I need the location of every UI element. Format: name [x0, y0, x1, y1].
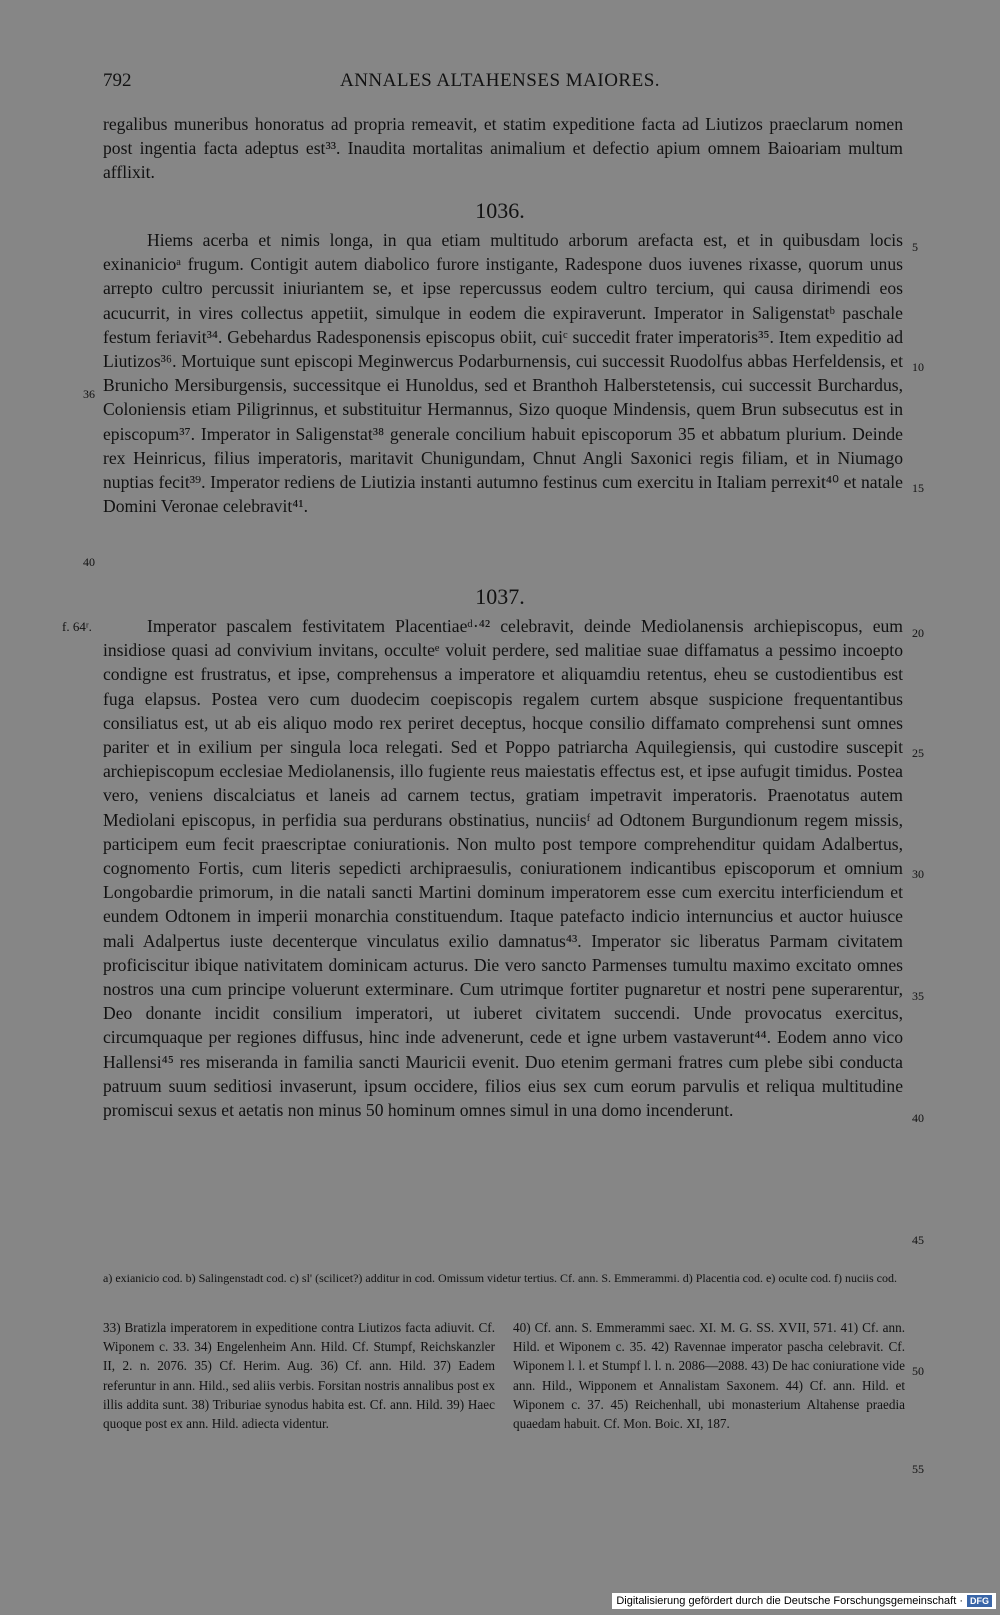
- line-number: 40: [83, 555, 95, 569]
- digitization-credit: [612, 1593, 996, 1609]
- footnotes-left-column: [103, 1318, 495, 1433]
- credit-text: Digitalisierung gefördert durch die Deutsche Forschungsgemeinschaft ·: [616, 1595, 963, 1607]
- line-number: 20: [912, 626, 924, 640]
- line-number: 5: [912, 240, 918, 254]
- variant-readings-text: a) exianicio cod. b) Salingenstadt cod. c) sl' (scilicet?) additur in cod. Omissum videtur tertius. Cf. ann. S. Emmerammi. d) Placentia cod. e) oculte cod. f) nuciis cod.: [103, 1271, 897, 1285]
- footnotes-right-text: 40) Cf. ann. S. Emmerammi saec. XI. M. G. SS. XVII, 571. 41) Cf. ann. Hild. et Wiponem c. 35. 42) Ravennae imperator pascha celebravit. Cf. Wiponem l. l. et Stumpf l. l. n. 2086—2088. 43) De hac coniuratione vide ann. Hild., Wipponem et Annalistam Saxonem. 44) Cf. ann. Hild. et Wiponem c. 37. 45) Reichenhall, ubi monasterium Altahense praedia quaedam habuit. Cf. Mon. Boic. XI, 187.: [513, 1320, 905, 1432]
- line-number: 55: [912, 1462, 924, 1476]
- line-number: 40: [912, 1111, 924, 1125]
- footnotes-right-column: [513, 1318, 905, 1433]
- entry-1037: [103, 614, 903, 1122]
- line-number: 36: [83, 387, 95, 401]
- year-heading-1037: 1037.: [475, 584, 525, 609]
- line-number: 25: [912, 746, 924, 760]
- running-title: ANNALES ALTAHENSES MAIORES.: [339, 70, 661, 91]
- line-number: 15: [912, 481, 924, 495]
- variant-readings: [103, 1270, 903, 1287]
- line-number: 50: [912, 1364, 924, 1378]
- line-number: 35: [912, 989, 924, 1003]
- intro-text: regalibus muneribus honoratus ad propria remeavit, et statim expeditione facta ad Liutizos praeclarum nomen post ingentia facta adeptus est³³. Inaudita mortalitas animalium et defectio apium omnem Baioariam multum afflixit.: [103, 114, 903, 183]
- footnotes-left-text: 33) Bratizla imperatorem in expeditione contra Liutizos facta adiuvit. Cf. Wiponem c. 33. 34) Engelenheim Ann. Hild. Cf. Stumpf, Reichskanzler II, 2. n. 2076. 35) Cf. Herim. Aug. 36) Cf. ann. Hild. 37) Eadem referuntur in ann. Hild., sed aliis verbis. Forsitan nostris annalibus post ex illis addita sunt. 38) Triburiae synodus habita est. Cf. ann. Hild. 39) Haec quoque post ex ann. Hild. adiecta videntur.: [103, 1320, 495, 1432]
- folio-marker: f. 64ʳ.: [62, 619, 92, 634]
- page-number: 792: [103, 70, 132, 91]
- dfg-logo: DFG: [967, 1595, 992, 1607]
- line-number: 10: [912, 360, 924, 374]
- intro-paragraph: [103, 112, 903, 185]
- line-number: 30: [912, 867, 924, 881]
- entry-1037-text: Imperator pascalem festivitatem Placentiaeᵈ·⁴² celebravit, deinde Mediolanensis archiepiscopus, eum insidiose quasi ad convivium invitans, occulteᵉ voluit perdere, sed malitiae suae diffamatus a pessimo incoepto condigne est frustratus, et ipse, comprehensus a imperatore et aliquamdiu retentus, eheu se custodientibus est fuga elapsus. Postea vero cum duodecim coepiscopis regalem curtem absque suspicione frequentantibus consiliatus est, ut ab eis aliquo modo rex periret deceptus, hocque consilio diffamato comprehensi sunt omnes pariter et in exilium per singula loca relegati. Sed et Poppo patriarcha Aquilegiensis, qui custodire suscepit archiepiscopum ecclesiae Mediolanensis, illo fugiente reus maiestatis effectus est, et ipse aufugit timidus. Postea vero, veniens discalciatus et laneis ad carnem tectus, gratiam impetravit imperatoris. Praenotatus autem Mediolani episcopus, in perfidia sua perdurans obstinatius, nunciisᶠ ad Odtonem Burgundionum regem missis, participem eum fecit praescriptae coniurationis. Non multo post tempore comprehenditur quidam Adalbertus, cognomento Fortis, cum literis sepedicti archipraesulis, coniurationem indicantibus episcoporum et omnium Longobardie primorum, in die natali sancti Martini dominum imperatorem esse cum exercitu interficiendum et eundem Odtonem in imperii monarchia constituendum. Itaque patefacto indicio internuncius et auctor huiusce mali Adalpertus iuste decenterque vinculatus exilio damnatus⁴³. Imperator sic liberatus Parmam civitatem proficiscitur ibique nativitatem dominicam acturus. Die vero sancto Parmenses tumultu maximo excitato omnes nostros una cum principe voluerunt exterminare. Cum utrimque fortiter pugnaretur et nostri pene superarentur, Deo donante incidit consilium imperatori, ut iuberet civitatem succendi. Unde provocatus exercitus, circumquaque per regiones diffusus, hinc inde advenerunt, cede et igne urbem vastaverunt⁴⁴. Eodem anno vico Hallensi⁴⁵ res miseranda in familia sancti Mauricii evenit. Duo etenim germani fratres cum plebe sibi conducta patruum suum seditiosi invaserunt, ipsum occidere, filios eius sex cum eorum parvulis et reliqua multitudine promiscui sexus et aetatis non minus 50 hominum omnes simul in una domo incenderunt.: [103, 616, 903, 1121]
- entry-1036-text: Hiems acerba et nimis longa, in qua etiam multitudo arborum arefacta est, et in quibusdam locis exinanicioᵃ frugum. Contigit autem diabolico furore instigante, Radespone duos iuvenes rixasse, quorum unus arrepto cultro percussit iniuriantem se, et ipse repercussus eodem cultro tercium, qui causa dirimendi eos acucurrit, in vires collectus appetiit, simulque in eodem die expiraverunt. Imperator in Saligenstatᵇ paschale festum feriavit³⁴. Gebehardus Radesponensis episcopus obiit, cuiᶜ succedit frater imperatoris³⁵. Item expeditio ad Liutizos³⁶. Mortuique sunt episcopi Meginwercus Podarburnensis, cui successit Ruodolfus abbas Herfeldensis, et Brunicho Mersiburgensis, successitque ei Hunoldus, sed et Branthoh Halberstetensis, cui successit Burchardus, Coloniensis etiam Piligrinnus, et substituitur Hermannus, Sizo quoque Mindensis, quem Brun subsecutus est in episcopum³⁷. Imperator in Saligenstat³⁸ generale concilium habuit episcoporum 35 et abbatum plurium. Deinde rex Heinricus, filius imperatoris, maritavit Chunigundam, Chnut Angli Saxonici regis filiam, et in Niumago nuptias fecit³⁹. Imperator rediens de Liutizia instanti autumno festinus cum exercitu in Italiam perrexit⁴⁰ et natale Domini Veronae celebravit⁴¹.: [103, 230, 903, 517]
- entry-1036: [103, 228, 903, 518]
- year-heading-1036: 1036.: [475, 198, 525, 223]
- line-number: 45: [912, 1233, 924, 1247]
- page-header: [0, 70, 1000, 98]
